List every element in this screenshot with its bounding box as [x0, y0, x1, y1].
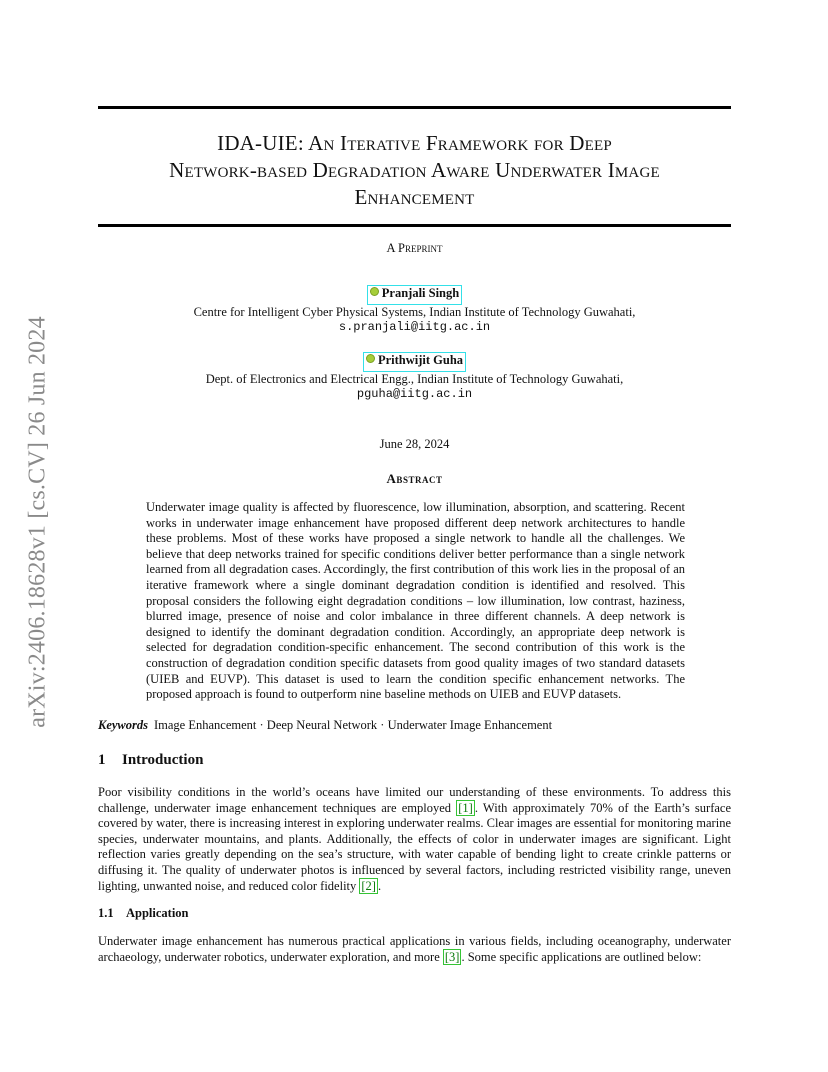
application-paragraph [98, 934, 731, 965]
title-line-1: IDA-UIE: An Iterative Framework for Deep [217, 131, 612, 155]
author-1-name: Pranjali Singh [381, 286, 460, 300]
intro-text-3: . [377, 878, 382, 893]
abstract-text: Underwater image quality is affected by fluorescence, low illumination, absorption, and scattering. Recent works in underwater image enhancement have proposed different deep network architectures to handle these problems. Most of these works have proposed a single network to handle all the challenges. We believe that deep networks trained for specific conditions deliver better performance than a single network learned from all degradation cases. Accordingly, the first contribution of this work lies in the proposal of an iterative framework where a single dominant degradation condition is identified and resolved. This proposal considers the following eight degradation conditions – low illumination, low contrast, haziness, blurred image, presence of noise and color imbalance in three different channels. A deep network is designed to identify the dominant degradation condition. Accordingly, an appropriate deep network is selected for degradation condition-specific enhancement. The second contribution of this work is the construction of degradation condition specific datasets from good quality images of two standard datasets (UIEB and EUVP). This dataset is used to learn the condition specific enhancement networks. The proposed approach is found to outperform nine baseline methods on UIEB and EUVP datasets. [146, 500, 685, 702]
orcid-icon[interactable] [370, 287, 379, 296]
title-line-3: Enhancement [354, 185, 475, 209]
arxiv-stamp-text: arXiv:2406.18628v1 [cs.CV] 26 Jun 2024 [24, 316, 51, 728]
citation-link-2[interactable]: [2] [361, 878, 376, 893]
author-1-email[interactable]: s.pranjali@iitg.ac.in [338, 320, 491, 334]
citation-link-1[interactable]: [1] [458, 800, 473, 815]
bottom-title-rule [98, 224, 731, 227]
subsection-title: Application [126, 906, 189, 920]
title-line-2: Network-based Degradation Aware Underwater Image [169, 158, 660, 182]
orcid-icon[interactable] [366, 354, 375, 363]
section-heading-introduction [98, 752, 203, 769]
author-1-block [98, 285, 731, 336]
section-title: Introduction [122, 752, 204, 768]
intro-text-2: . With approximately 70% of the Earth’s surface covered by water, there is increasing interest in exploring underwater realms. Clear images are essential for monitoring marine species, underwater mountains, and plants. Additionally, the effects of color in underwater images are significant. Light reflection varies greatly depending on the sea’s structure, with water capable of bending light to create crinkle patterns or diffusing it. The quality of underwater photos is influenced by several factors, including restricted visibility range, uneven lighting, unwanted noise, and reduced color fidelity [98, 800, 731, 893]
paper-date: June 28, 2024 [379, 437, 450, 451]
author-2-link[interactable] [363, 352, 466, 372]
keywords-label: Keywords [98, 718, 148, 732]
author-1-affiliation: Centre for Intelligent Cyber Physical Systems, Indian Institute of Technology Guwahati, [193, 304, 636, 319]
keywords-line [98, 718, 731, 733]
preprint-label: A Preprint [386, 241, 443, 255]
abstract-heading: Abstract [386, 471, 443, 486]
intro-text-1: Poor visibility conditions in the world’s oceans have limited our understanding of these environments. To address this challenge, underwater image enhancement techniques are employed [98, 785, 731, 815]
author-2-email[interactable]: pguha@iitg.ac.in [356, 387, 473, 401]
author-2-name: Prithwijit Guha [377, 353, 464, 367]
paper-title [98, 130, 731, 211]
author-2-affiliation: Dept. of Electronics and Electrical Engg., Indian Institute of Technology Guwahati, [205, 371, 624, 386]
citation-link-3[interactable]: [3] [444, 949, 460, 964]
subsection-number: 1.1 [98, 906, 114, 920]
keywords-text: Image Enhancement · Deep Neural Network · Underwater Image Enhancement [154, 718, 553, 732]
top-rule [98, 106, 731, 109]
subsection-heading-application [98, 906, 189, 921]
application-text-1: Underwater image enhancement has numerous practical applications in various fields, including oceanography, underwater archaeology, underwater robotics, underwater exploration, and more [98, 934, 731, 964]
author-2-block [98, 352, 731, 403]
application-text-2: . Some specific applications are outlined below: [461, 949, 702, 964]
section-number: 1 [98, 752, 106, 768]
author-1-link[interactable] [367, 285, 462, 305]
introduction-paragraph [98, 785, 731, 894]
